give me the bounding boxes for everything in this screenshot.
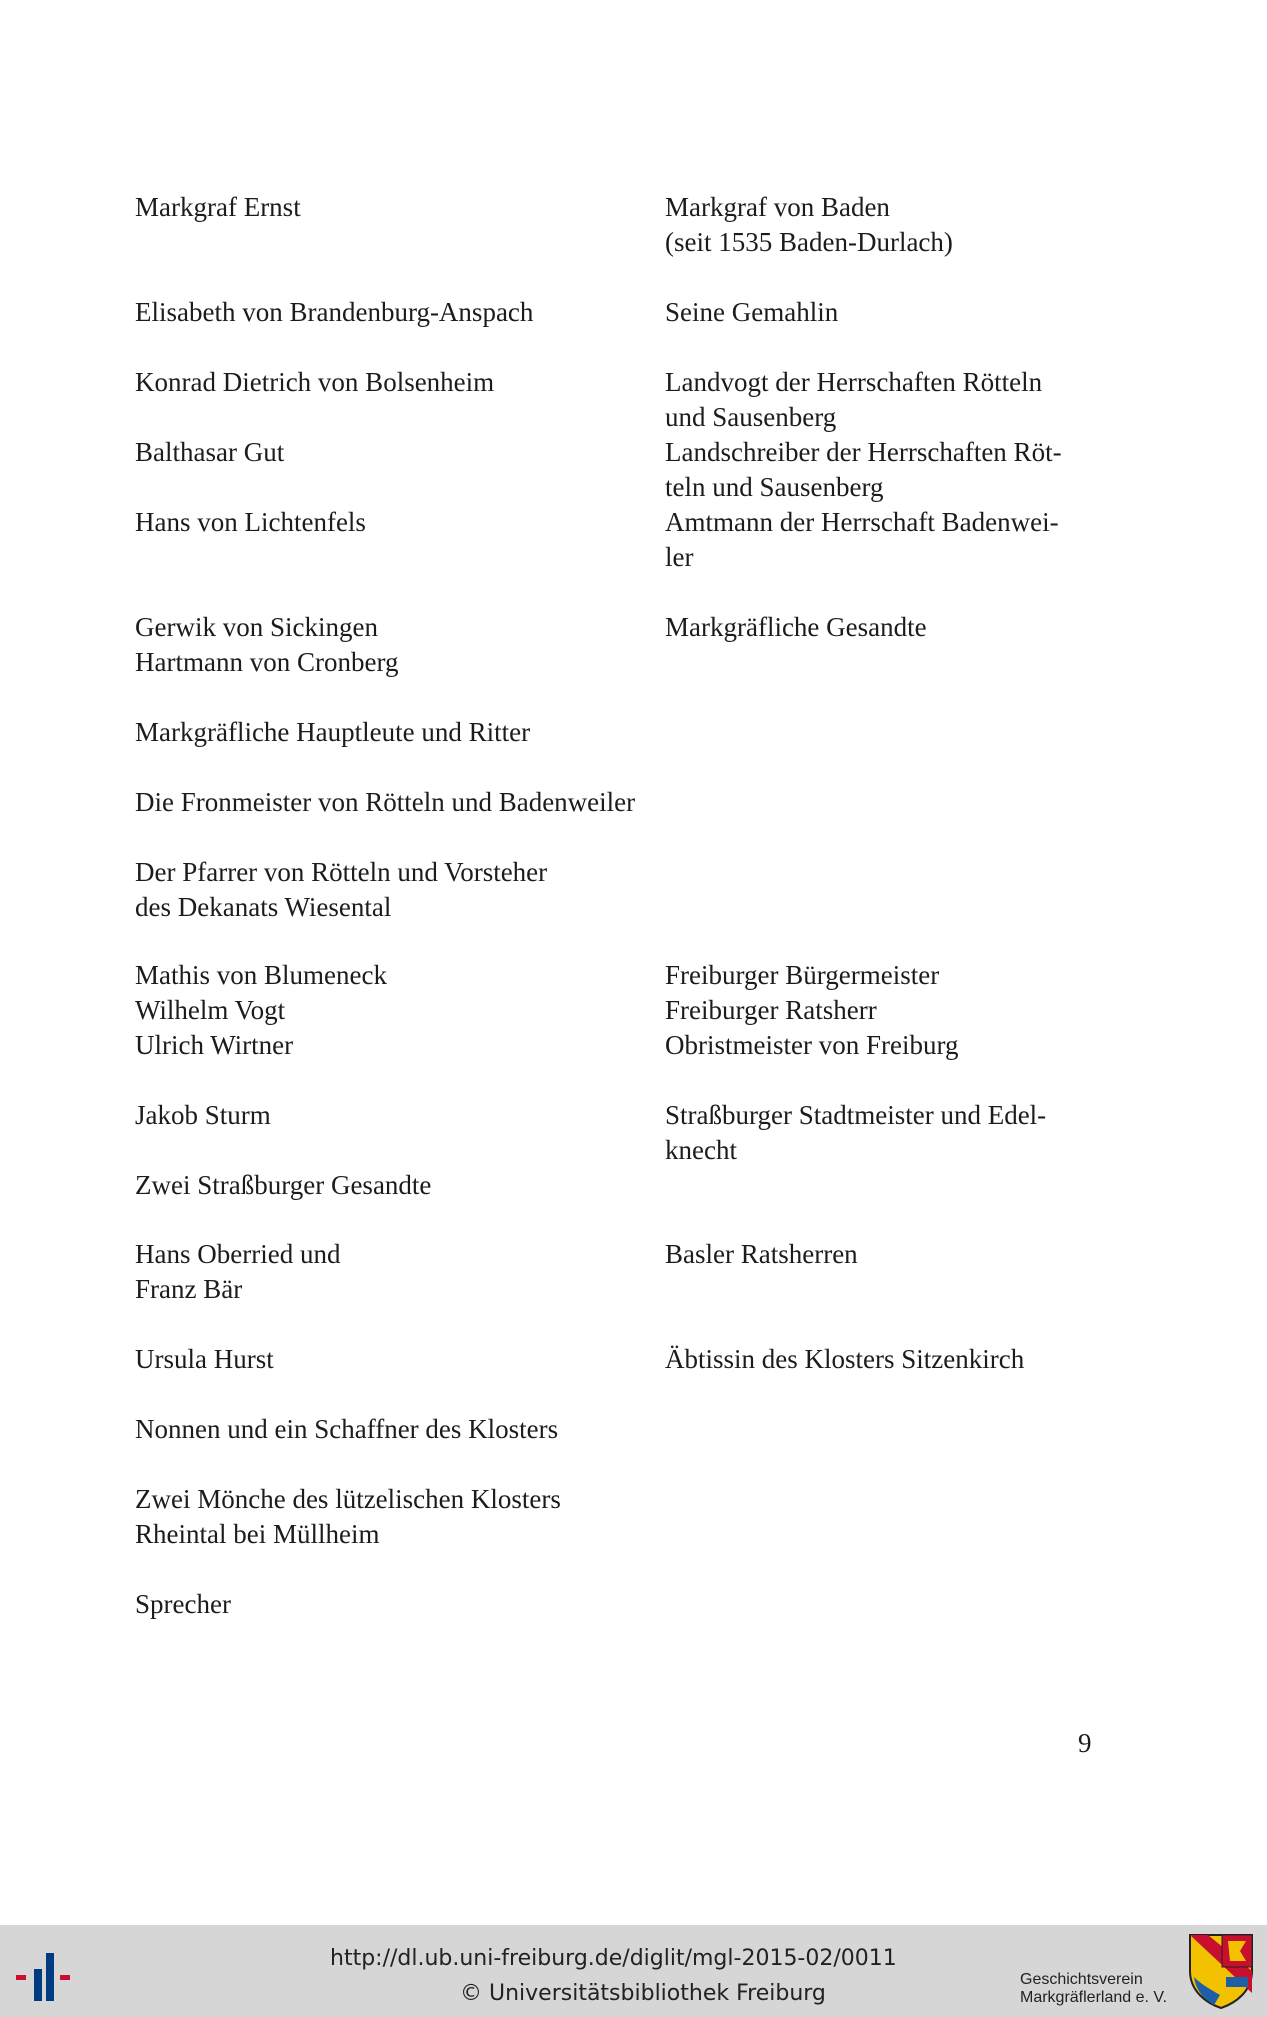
character-role: Landschreiber der Herrschaften Röt- (665, 437, 1062, 467)
character-role: Basler Ratsherren (665, 1239, 858, 1269)
character-role: Freiburger Bürgermeister (665, 960, 940, 990)
character-role: Straßburger Stadtmeister und Edel- (665, 1100, 1047, 1130)
character-name: des Dekanats Wiesental (135, 892, 392, 922)
character-role: ler (665, 542, 694, 572)
character-name: Ursula Hurst (135, 1344, 274, 1374)
character-role: Obristmeister von Freiburg (665, 1030, 959, 1060)
character-name: Konrad Dietrich von Bolsenheim (135, 367, 495, 397)
character-role: Freiburger Ratsherr (665, 995, 877, 1025)
character-role: Markgraf von Baden (665, 192, 890, 222)
character-name: Wilhelm Vogt (135, 995, 286, 1025)
character-name: Die Fronmeister von Rötteln und Badenweiler (135, 787, 636, 817)
character-role: Äbtissin des Klosters Sitzenkirch (665, 1344, 1025, 1374)
society-name-line1: Geschichtsverein (1020, 1971, 1143, 1988)
character-name: Hartmann von Cronberg (135, 647, 399, 677)
character-name: Hans von Lichtenfels (135, 507, 366, 537)
character-name: Hans Oberried und (135, 1239, 341, 1269)
character-name: Gerwik von Sickingen (135, 612, 378, 642)
character-role: Markgräfliche Gesandte (665, 612, 927, 642)
society-name-line2: Markgräflerland e. V. (1020, 1989, 1168, 2006)
character-name: Markgraf Ernst (135, 192, 301, 222)
footer-url[interactable]: http://dl.ub.uni-freiburg.de/diglit/mgl-2015-02/0011 (330, 1946, 897, 1971)
character-role: teln und Sausenberg (665, 472, 884, 502)
character-role: knecht (665, 1135, 737, 1165)
character-role: Seine Gemahlin (665, 297, 839, 327)
character-name: Mathis von Blumeneck (135, 960, 387, 990)
character-name: Markgräfliche Hauptleute und Ritter (135, 717, 531, 747)
character-name: Elisabeth von Brandenburg-Anspach (135, 297, 534, 327)
character-role: Landvogt der Herrschaften Rötteln (665, 367, 1043, 397)
character-role: und Sausenberg (665, 402, 837, 432)
character-role: (seit 1535 Baden-Durlach) (665, 227, 953, 257)
page-number: 9 (1078, 1728, 1092, 1758)
character-name: Zwei Straßburger Gesandte (135, 1170, 432, 1200)
character-name: Franz Bär (135, 1274, 243, 1304)
footer-bar (0, 1925, 1267, 2017)
character-name: Zwei Mönche des lützelischen Klosters (135, 1484, 561, 1514)
character-name: Jakob Sturm (135, 1100, 271, 1130)
character-name: Rheintal bei Müllheim (135, 1519, 380, 1549)
ub-freiburg-logo-icon (16, 1953, 80, 2001)
character-name: Nonnen und ein Schaffner des Klosters (135, 1414, 559, 1444)
character-name: Balthasar Gut (135, 437, 285, 467)
character-name: Sprecher (135, 1589, 231, 1619)
character-role: Amtmann der Herrschaft Badenwei- (665, 507, 1059, 537)
footer-copyright: © Universitätsbibliothek Freiburg (460, 1981, 826, 2006)
coat-of-arms-icon (1188, 1933, 1254, 2009)
character-name: Der Pfarrer von Rötteln und Vorsteher (135, 857, 548, 887)
society-name (1020, 1971, 1167, 2007)
character-name: Ulrich Wirtner (135, 1030, 294, 1060)
